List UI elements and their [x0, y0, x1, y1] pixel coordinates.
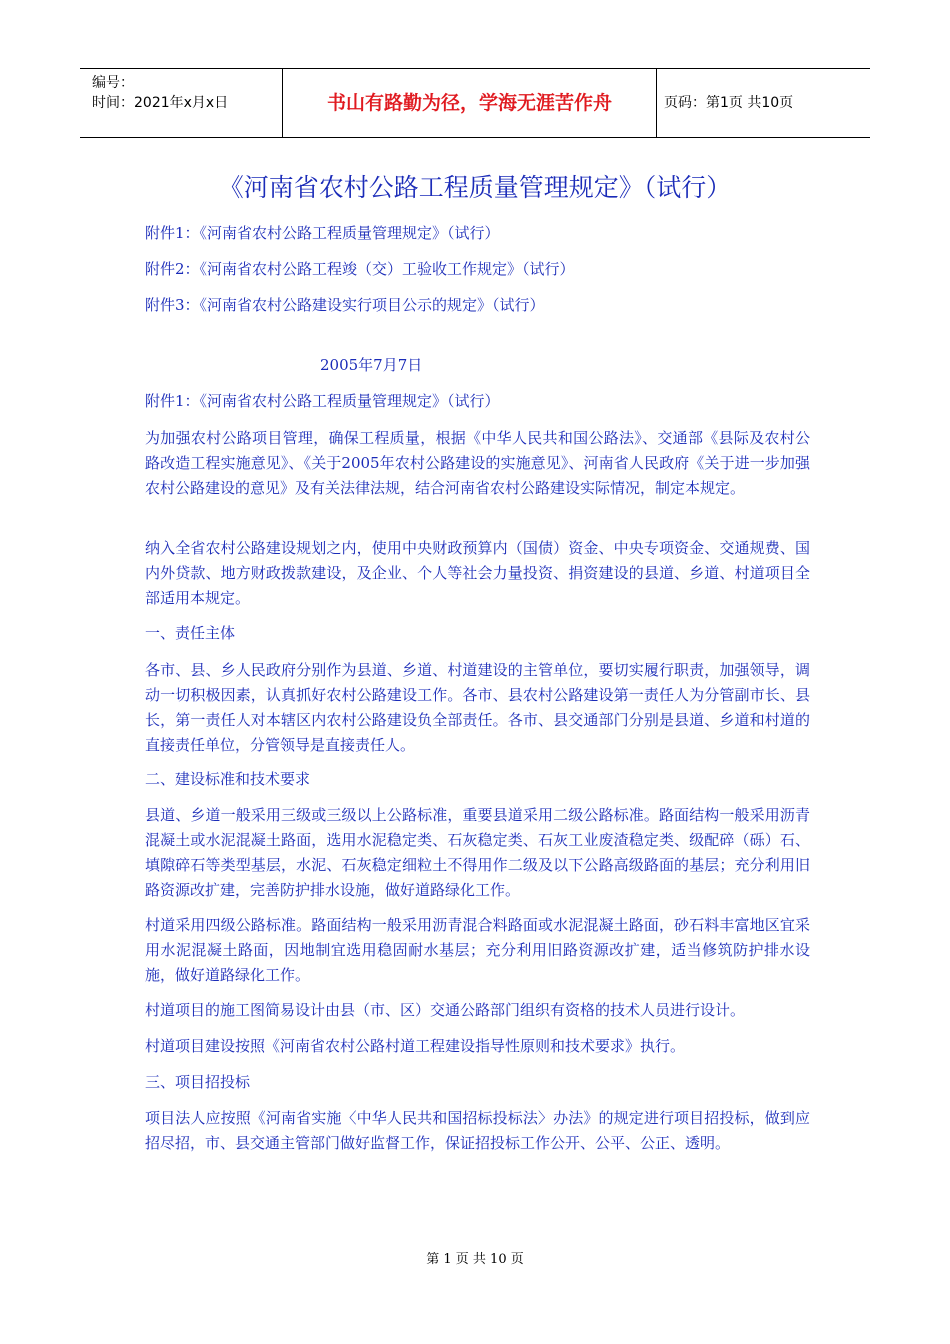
header-page-info: 页码：第1页 共10页 — [664, 95, 794, 111]
header-divider — [656, 69, 657, 137]
document-time: 时间：2021年x月x日 — [92, 95, 229, 111]
page-footer: 第 1 页 共 10 页 — [426, 1252, 524, 1267]
section-heading-standards: 二、建设标准和技术要求 — [145, 770, 311, 788]
header-motto: 书山有路勤为径，学海无涯苦作舟 — [326, 92, 612, 114]
paragraph-village-road-standards: 村道采用四级公路标准。路面结构一般采用沥青混合料路面或水泥混凝土路面，砂石料丰富地区宜采用水泥混凝土路面，因地制宜选用稳固耐水基层；充分利用旧路资源改扩建，适当修筑防护排水设施，做好道路绿化工作。 — [145, 916, 810, 984]
paragraph-purpose: 为加强农村公路项目管理，确保工程质量，根据《中华人民共和国公路法》、交通部《县际及农村公路改造工程实施意见》、《关于2005年农村公路建设的实施意见》、河南省人民政府《关于进一步加强农村公路建设的意见》及有关法律法规，结合河南省农村公路建设实际情况，制定本规定。 — [145, 429, 810, 497]
paragraph-county-road-standards: 县道、乡道一般采用三级或三级以上公路标准，重要县道采用二级公路标准。路面结构一般采用沥青混凝土或水泥混凝土路面，选用水泥稳定类、石灰稳定类、石灰工业废渣稳定类、级配碎（砾）石、填隙碎石等类型基层，水泥、石灰稳定细粒土不得用作二级及以下公路高级路面的基层；充分利用旧路资源改扩建，完善防护排水设施，做好道路绿化工作。 — [145, 806, 810, 899]
attachment-1-heading: 附件1：《河南省农村公路工程质量管理规定》（试行） — [145, 392, 500, 410]
section-heading-responsibility: 一、责任主体 — [145, 624, 236, 642]
paragraph-responsibility: 各市、县、乡人民政府分别作为县道、乡道、村道建设的主管单位，要切实履行职责，加强领导，调动一切积极因素，认真抓好农村公路建设工作。各市、县农村公路建设第一责任人为分管副市长、县长，第一责任人对本辖区内农村公路建设负全部责任。各市、县交通部门分别是县道、乡道和村道的直接责任单位，分管领导是直接责任人。 — [145, 661, 810, 754]
attachment-1-line: 附件1：《河南省农村公路工程质量管理规定》（试行） — [145, 224, 500, 242]
paragraph-village-design: 村道项目的施工图简易设计由县（市、区）交通公路部门组织有资格的技术人员进行设计。 — [145, 1001, 746, 1019]
paragraph-bidding: 项目法人应按照《河南省实施〈中华人民共和国招标投标法〉办法》的规定进行项目招投标，做到应招尽招，市、县交通主管部门做好监督工作，保证招投标工作公开、公平、公正、透明。 — [145, 1109, 810, 1152]
header-meta — [92, 73, 228, 113]
document-number-label: 编号： — [92, 75, 134, 91]
section-heading-bidding: 三、项目招投标 — [145, 1073, 251, 1091]
attachment-2-line: 附件2：《河南省农村公路工程竣（交）工验收工作规定》（试行） — [145, 260, 575, 278]
document-date: 2005年7月7日 — [320, 356, 423, 374]
page-header — [80, 68, 870, 138]
paragraph-scope: 纳入全省农村公路建设规划之内，使用中央财政预算内（国债）资金、中央专项资金、交通规费、国内外贷款、地方财政拨款建设，及企业、个人等社会力量投资、捐资建设的县道、乡道、村道项目全部适用本规定。 — [145, 539, 810, 607]
attachment-3-line: 附件3：《河南省农村公路建设实行项目公示的规定》（试行） — [145, 296, 545, 314]
paragraph-village-construction: 村道项目建设按照《河南省农村公路村道工程建设指导性原则和技术要求》执行。 — [145, 1037, 686, 1055]
document-title: 《河南省农村公路工程质量管理规定》（试行） — [218, 173, 732, 202]
